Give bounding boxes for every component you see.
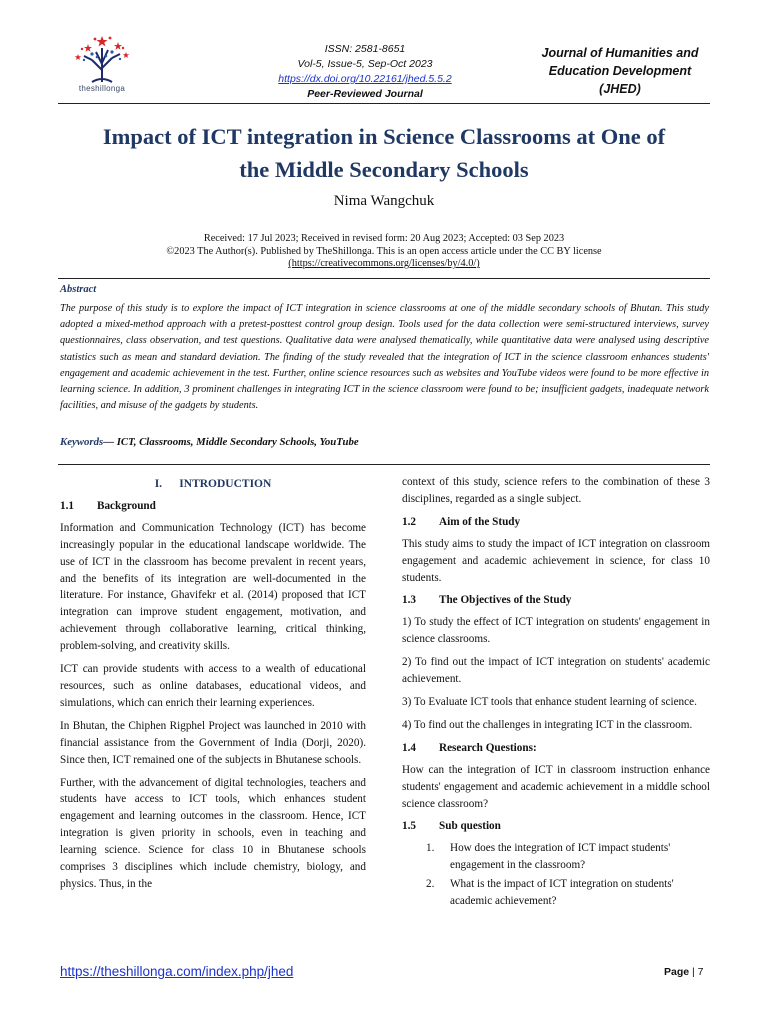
logo-wordmark: theshillonga xyxy=(78,84,126,93)
list-item xyxy=(402,840,710,874)
publication-info xyxy=(250,42,480,102)
subsection-title: Background xyxy=(97,499,156,512)
paragraph: This study aims to study the impact of ICT integration on classroom engagement and academic achievement in science, for class 10 students. xyxy=(402,537,710,584)
peer-review-label: Peer-Reviewed Journal xyxy=(307,88,423,100)
keywords-list: — ICT, Classrooms, Middle Secondary Schools, YouTube xyxy=(103,436,359,448)
subsection-title: The Objectives of the Study xyxy=(439,594,572,607)
list-text: How does the integration of ICT impact students' engagement in the classroom? xyxy=(450,842,671,872)
journal-website-link[interactable]: https://theshillonga.com/index.php/jhed xyxy=(60,964,294,979)
issn: ISSN: 2581-8651 xyxy=(324,43,406,55)
keywords xyxy=(60,436,709,448)
subsection-heading-sub-question xyxy=(402,818,710,835)
sub-question-list xyxy=(402,840,710,910)
journal-abbrev: (JHED) xyxy=(599,82,641,96)
subsection-title: Aim of the Study xyxy=(439,515,521,528)
paper-title xyxy=(40,120,728,186)
paper-title-line2: the Middle Secondary Schools xyxy=(239,157,529,182)
license-text: ©2023 The Author(s). Published by TheShillonga. This is an open access article under the CC BY license xyxy=(166,245,602,257)
page-number xyxy=(664,966,704,978)
paragraph: context of this study, science refers to the combination of these 3 disciplines, regarded as a single subject. xyxy=(402,476,710,505)
subsection-heading-research-questions xyxy=(402,740,710,757)
page-separator: | xyxy=(689,966,698,978)
left-column xyxy=(60,474,366,899)
title-divider xyxy=(58,278,710,279)
paragraph: Information and Communication Technology (ICT) has become increasingly popular in the educational landscape worldwide. The use of ICT in the classroom has become prevalent in recent years, and the benefits of its integration are well-documented in the literature. For instance, Ghavifekr et al. (2014) proposed that ICT integration can improve student engagement, motivation, and achievement through collaborative learning, critical thinking, problem-solving, and creativity skills. xyxy=(60,521,366,653)
section-heading-introduction: I. INTRODUCTION xyxy=(154,478,272,490)
paper-title-line1: Impact of ICT integration in Science Classrooms at One of xyxy=(102,124,666,149)
author-name: Nima Wangchuk xyxy=(333,193,435,209)
subsection-number: 1.4 xyxy=(402,741,416,754)
license-link[interactable]: (https://creativecommons.org/licenses/by/4.0/) xyxy=(288,258,480,269)
subsection-heading-background xyxy=(60,498,366,515)
keywords-label: Keywords xyxy=(60,436,104,448)
objective-item: 4) To find out the challenges in integrating ICT in the classroom. xyxy=(402,718,693,731)
volume-issue: Vol-5, Issue-5, Sep-Oct 2023 xyxy=(297,58,433,70)
paragraph: Further, with the advancement of digital technologies, teachers and students have access to ICT tools, which enhances student engagement and learning outcomes in the classroom. Hence, ICT integration is given priority in schools, even in teaching and learning science. Science for class 10 in Bhutanese schools comprises 3 disciplines which include chemistry, biology, and physics. Thus, in the xyxy=(60,776,366,890)
paragraph: ICT can provide students with access to a wealth of educational resources, such as online databases, educational videos, and simulations, which can enrich their learning experiences. xyxy=(60,663,366,709)
subsection-number: 1.1 xyxy=(60,499,74,512)
objective-item: 1) To study the effect of ICT integration on students' engagement in science classrooms. xyxy=(402,616,710,646)
subsection-heading-aim xyxy=(402,514,710,531)
subsection-number: 1.2 xyxy=(402,515,416,528)
objective-item: 2) To find out the impact of ICT integration on students' academic achievement. xyxy=(402,656,710,686)
abstract-divider xyxy=(58,464,710,465)
subsection-number: 1.3 xyxy=(402,594,416,607)
paragraph: In Bhutan, the Chiphen Rigphel Project was launched in 2010 with financial assistance from the Government of India (Dorji, 2020). Since then, ICT remained one of the subjects in Bhutanese schools. xyxy=(60,719,366,766)
list-item xyxy=(402,876,710,910)
subsection-title: Sub question xyxy=(439,820,501,833)
objective-item: 3) To Evaluate ICT tools that enhance student learning of science. xyxy=(402,695,697,708)
subsection-number: 1.5 xyxy=(402,820,416,833)
paragraph: How can the integration of ICT in classroom instruction enhance students' engagement and academic achievement in a middle school science classroom? xyxy=(402,763,710,810)
list-number: 1. xyxy=(426,842,435,855)
received-dates: Received: 17 Jul 2023; Received in revised form: 20 Aug 2023; Accepted: 03 Sep 2023 xyxy=(203,233,565,244)
subsection-heading-objectives xyxy=(402,592,710,609)
page-label: Page xyxy=(664,966,690,978)
page-number-value: 7 xyxy=(697,966,704,978)
abstract-text: The purpose of this study is to explore the impact of ICT integration in science classrooms at one of the middle secondary schools of Bhutan. This study adopted a mixed-method approach with a pretest-posttest control group design. Tools used for the data collection were semi-structured interviews, survey questionnaires, class observation, and test questions. Qualitative data were analysed thematically, while quantitative data were analysed using descriptive statistics such as mean and standard deviation. The finding of the study revealed that the integration of ICT in the science classroom enhances students' engagement and academic achievement in the test. Further, online science resources such as websites and YouTube videos were found to be more effective in learning science. In addition, 3 prominent challenges in integrating ICT in the science classroom were found to be; insufficient gadgets, inadequate network facilities, and misuse of the gadgets by students. xyxy=(60,303,709,412)
article-history xyxy=(60,233,708,271)
tree-logo-icon xyxy=(62,30,142,86)
abstract-heading: Abstract xyxy=(60,284,97,295)
list-number: 2. xyxy=(426,878,435,891)
journal-name xyxy=(520,44,720,98)
right-column xyxy=(402,474,710,912)
subsection-title: Research Questions: xyxy=(439,741,537,754)
list-text: What is the impact of ICT integration on students' academic achievement? xyxy=(450,878,674,908)
publisher-logo xyxy=(62,30,142,96)
journal-name-line1: Journal of Humanities and xyxy=(541,46,699,60)
header-divider xyxy=(58,103,710,104)
doi-link[interactable]: https://dx.doi.org/10.22161/jhed.5.5.2 xyxy=(278,73,452,85)
journal-name-line2: Education Development xyxy=(548,64,692,78)
